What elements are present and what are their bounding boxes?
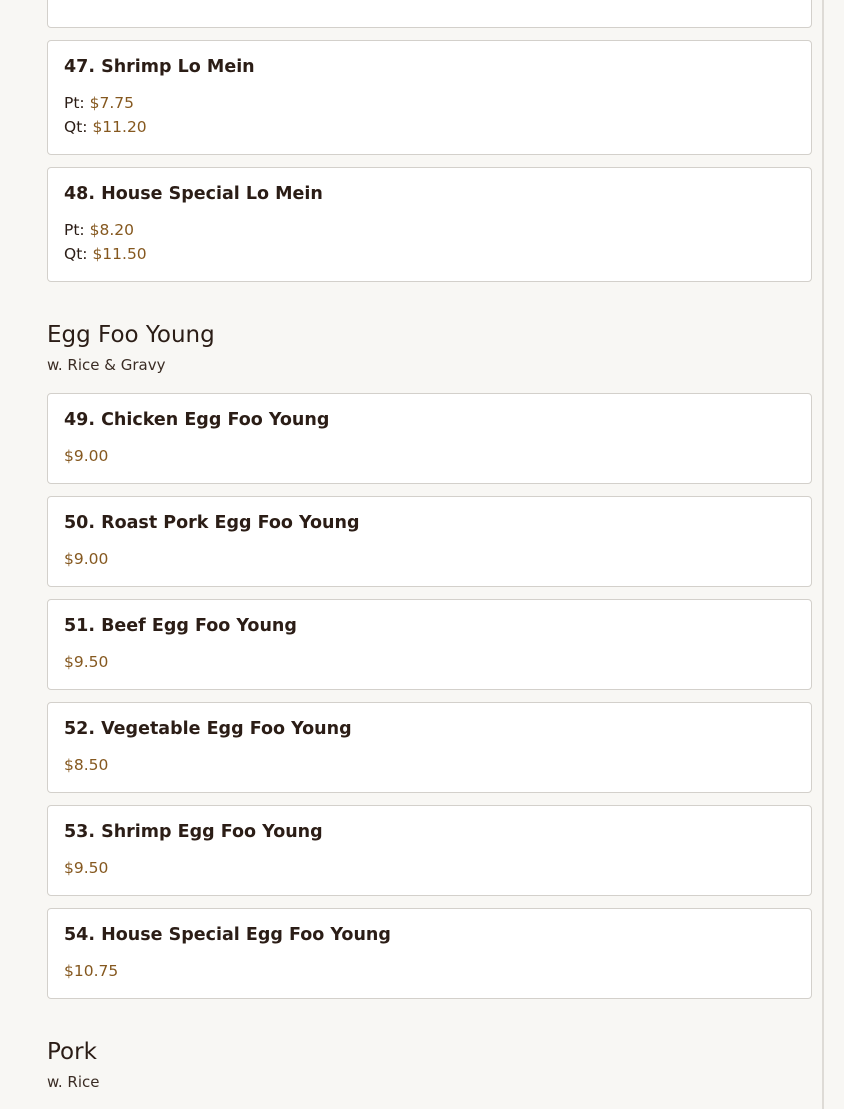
- price-line: [64, 856, 795, 880]
- price-line: [64, 650, 795, 674]
- section-title: Pork: [47, 1039, 97, 1065]
- menu-item-title: 53. Shrimp Egg Foo Young: [64, 822, 323, 842]
- price-line-qt: [64, 115, 795, 139]
- price-label: Qt:: [64, 118, 88, 136]
- menu-item-card[interactable]: [47, 40, 812, 155]
- price-value: $9.50: [64, 859, 109, 877]
- menu-item-title: 50. Roast Pork Egg Foo Young: [64, 513, 360, 533]
- section-header-pork: [47, 1038, 812, 1092]
- price-value: $11.20: [92, 118, 147, 136]
- price-label: Pt:: [64, 94, 85, 112]
- price-value: $7.75: [89, 94, 134, 112]
- price-value: $8.50: [64, 756, 109, 774]
- price-line-qt: [64, 0, 795, 1]
- price-label: Qt:: [64, 245, 88, 263]
- menu-content: [47, 0, 812, 1109]
- section-title: Egg Foo Young: [47, 322, 215, 348]
- scroll-edge-divider: [822, 0, 824, 1109]
- price-line: [64, 444, 795, 468]
- section-header-egg-foo-young: [47, 321, 812, 375]
- menu-item-title: 48. House Special Lo Mein: [64, 184, 323, 204]
- menu-item-card[interactable]: [47, 599, 812, 690]
- menu-item-card[interactable]: [47, 393, 812, 484]
- menu-item-card-partial[interactable]: [47, 0, 812, 28]
- price-line: [64, 959, 795, 983]
- menu-item-title: 52. Vegetable Egg Foo Young: [64, 719, 352, 739]
- price-line-qt: [64, 242, 795, 266]
- menu-item-card[interactable]: [47, 702, 812, 793]
- price-line: [64, 753, 795, 777]
- menu-item-title: 51. Beef Egg Foo Young: [64, 616, 297, 636]
- price-value: $9.50: [64, 653, 109, 671]
- price-value: $9.00: [64, 550, 109, 568]
- price-value: $8.20: [89, 221, 134, 239]
- menu-item-card[interactable]: [47, 496, 812, 587]
- menu-item-title: 49. Chicken Egg Foo Young: [64, 410, 330, 430]
- price-line: [64, 547, 795, 571]
- menu-item-title: 47. Shrimp Lo Mein: [64, 57, 255, 77]
- price-label: Pt:: [64, 221, 85, 239]
- price-value: $11.50: [92, 245, 147, 263]
- menu-item-card[interactable]: [47, 167, 812, 282]
- price-value: $9.00: [64, 447, 109, 465]
- price-value: $10.75: [64, 962, 119, 980]
- price-line-pt: [64, 218, 795, 242]
- menu-item-card[interactable]: [47, 805, 812, 896]
- price-line-pt: [64, 91, 795, 115]
- menu-item-title: 54. House Special Egg Foo Young: [64, 925, 391, 945]
- section-subtitle: w. Rice & Gravy: [47, 356, 166, 374]
- section-subtitle: w. Rice: [47, 1073, 100, 1091]
- menu-item-card[interactable]: [47, 908, 812, 999]
